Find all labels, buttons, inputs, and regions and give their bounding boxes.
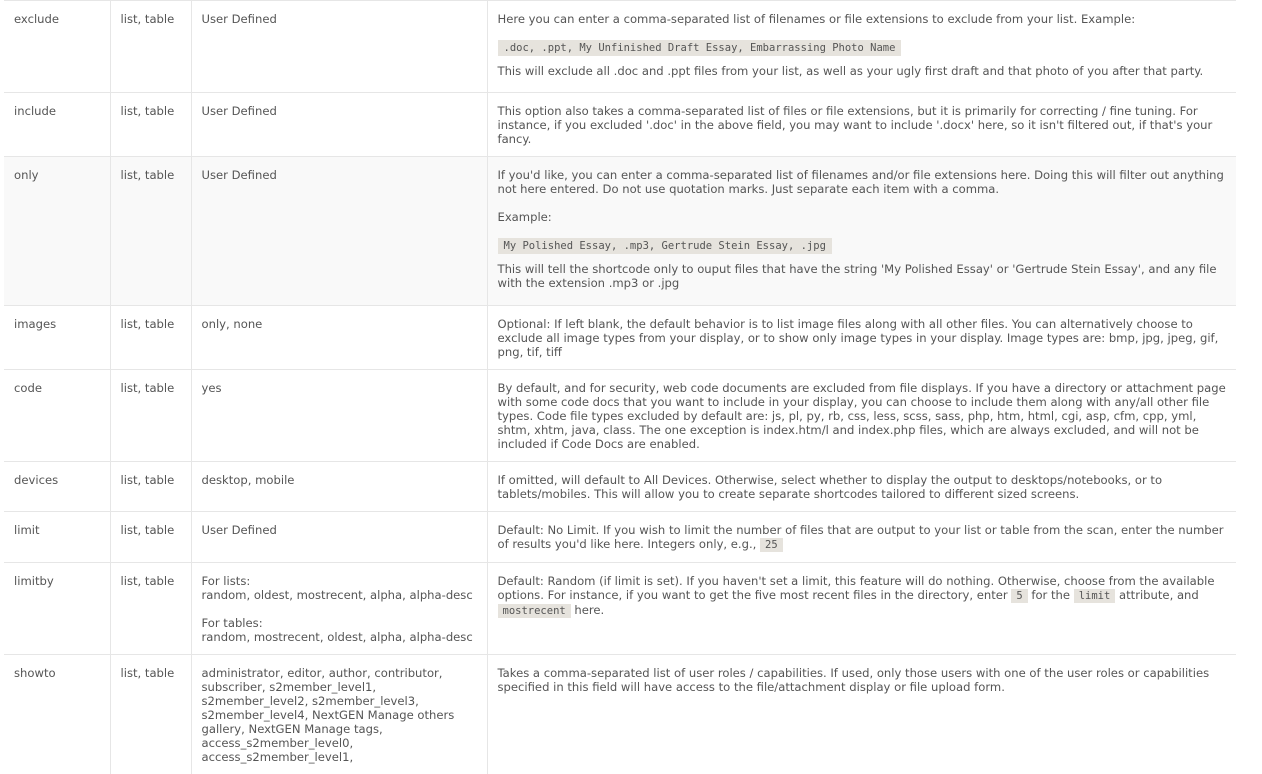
attribute-name: limit bbox=[4, 512, 110, 563]
table-row bbox=[4, 512, 1236, 563]
inline-code: limit bbox=[1074, 589, 1116, 603]
description-span: here. bbox=[574, 603, 604, 617]
attribute-name: include bbox=[4, 93, 110, 157]
attribute-type: list, table bbox=[110, 306, 191, 370]
attribute-type: list, table bbox=[110, 462, 191, 512]
inline-code: mostrecent bbox=[498, 604, 571, 618]
attribute-values: yes bbox=[191, 370, 487, 462]
description-text: This will exclude all .doc and .ppt files from your list, as well as your ugly first draft and that photo of you after that party. bbox=[498, 64, 1227, 78]
attribute-name: images bbox=[4, 306, 110, 370]
description-text: If omitted, will default to All Devices. Otherwise, select whether to display the output to desktops/notebooks, or to tablets/mobiles. This will allow you to create separate shortcodes tailored to different sized screens. bbox=[498, 473, 1227, 501]
table-row bbox=[4, 655, 1236, 774]
attribute-type: list, table bbox=[110, 93, 191, 157]
description-text: This option also takes a comma-separated list of files or file extensions, but it is primarily for correcting / fine tuning. For instance, if you excluded '.doc' in the above field, you may want to include '.docx' here, so it isn't filtered out, if that's your fancy. bbox=[498, 104, 1227, 146]
description-span: attribute, and bbox=[1119, 588, 1199, 602]
values-lists-label: For lists: bbox=[202, 574, 477, 588]
attribute-description bbox=[487, 306, 1236, 370]
shortcode-attributes-table bbox=[4, 0, 1236, 774]
description-text: By default, and for security, web code documents are excluded from file displays. If you have a directory or attachment page with some code docs that you want to include in your display, you can choose to include them along with any/all other file types. Code file types excluded by default are: js, pl, py, rb, css, less, scss, sass, php, htm, html, cgi, asp, cfm, cpp, yml, shtm, xhtm, java, class. The one exception is index.htm/l and index.php files, which are always excluded, and will not be included if Code Docs are enabled. bbox=[498, 381, 1227, 451]
description-span: for the bbox=[1031, 588, 1070, 602]
attribute-description bbox=[487, 563, 1236, 655]
attribute-name: only bbox=[4, 157, 110, 306]
attribute-type: list, table bbox=[110, 512, 191, 563]
description-text bbox=[498, 574, 1227, 618]
table-row bbox=[4, 462, 1236, 512]
attribute-values: User Defined bbox=[191, 512, 487, 563]
description-text: This will tell the shortcode only to ouput files that have the string 'My Polished Essay' or 'Gertrude Stein Essay', and any file with the extension .mp3 or .jpg bbox=[498, 262, 1227, 290]
values-lists: random, oldest, mostrecent, alpha, alpha-desc bbox=[202, 588, 477, 602]
attribute-values: User Defined bbox=[191, 157, 487, 306]
attribute-description bbox=[487, 462, 1236, 512]
table-row bbox=[4, 93, 1236, 157]
attribute-name: limitby bbox=[4, 563, 110, 655]
description-span: Default: No Limit. If you wish to limit the number of files that are output to your list or table from the scan, enter the number of results you'd like here. Integers only, e.g., bbox=[498, 523, 1224, 551]
description-span: Default: Random (if limit is set). If you haven't set a limit, this feature will do nothing. Otherwise, choose from the available options. For instance, if you want to get the five most recent files in the directory, enter bbox=[498, 574, 1215, 602]
table-row bbox=[4, 370, 1236, 462]
attribute-description bbox=[487, 1, 1236, 93]
attribute-values: desktop, mobile bbox=[191, 462, 487, 512]
table-row bbox=[4, 563, 1236, 655]
attribute-type: list, table bbox=[110, 157, 191, 306]
attribute-type: list, table bbox=[110, 563, 191, 655]
example-label: Example: bbox=[498, 210, 1227, 224]
table-row bbox=[4, 157, 1236, 306]
attribute-description bbox=[487, 655, 1236, 774]
description-text: Optional: If left blank, the default behavior is to list image files along with all other files. You can alternatively choose to exclude all image types from your display, or to show only image types in your display. Image types are: bmp, jpg, jpeg, gif, png, tif, tiff bbox=[498, 317, 1227, 359]
attribute-name: showto bbox=[4, 655, 110, 774]
attribute-description bbox=[487, 370, 1236, 462]
attribute-type: list, table bbox=[110, 655, 191, 774]
attribute-name: code bbox=[4, 370, 110, 462]
code-example: .doc, .ppt, My Unfinished Draft Essay, Embarrassing Photo Name bbox=[498, 40, 902, 56]
attribute-values: User Defined bbox=[191, 1, 487, 93]
values-tables-label: For tables: bbox=[202, 616, 477, 630]
attribute-description bbox=[487, 157, 1236, 306]
table-row bbox=[4, 1, 1236, 93]
attribute-name: exclude bbox=[4, 1, 110, 93]
description-text: If you'd like, you can enter a comma-separated list of filenames and/or file extensions here. Doing this will filter out anything not here entered. Do not use quotation marks. Just separate each item with a comma. bbox=[498, 168, 1227, 196]
inline-code: 25 bbox=[760, 538, 783, 552]
attribute-values bbox=[191, 563, 487, 655]
code-example: My Polished Essay, .mp3, Gertrude Stein Essay, .jpg bbox=[498, 238, 832, 254]
inline-code: 5 bbox=[1011, 589, 1027, 603]
attribute-name: devices bbox=[4, 462, 110, 512]
description-text: Takes a comma-separated list of user roles / capabilities. If used, only those users with one of the user roles or capabilities specified in this field will have access to the file/attachment display or file upload form. bbox=[498, 666, 1227, 694]
values-tables: random, mostrecent, oldest, alpha, alpha-desc bbox=[202, 630, 477, 644]
description-text bbox=[498, 523, 1227, 552]
attribute-values: administrator, editor, author, contributor, subscriber, s2member_level1, s2member_level2, s2member_level3, s2member_level4, NextGEN Manage others gallery, NextGEN Manage tags, access_s2member_level0, access_s2member_level1, bbox=[191, 655, 487, 774]
attribute-values: only, none bbox=[191, 306, 487, 370]
attribute-type: list, table bbox=[110, 370, 191, 462]
attribute-description bbox=[487, 93, 1236, 157]
attribute-description bbox=[487, 512, 1236, 563]
table-row bbox=[4, 306, 1236, 370]
attribute-values: User Defined bbox=[191, 93, 487, 157]
description-text: Here you can enter a comma-separated list of filenames or file extensions to exclude from your list. Example: bbox=[498, 12, 1227, 26]
attribute-type: list, table bbox=[110, 1, 191, 93]
